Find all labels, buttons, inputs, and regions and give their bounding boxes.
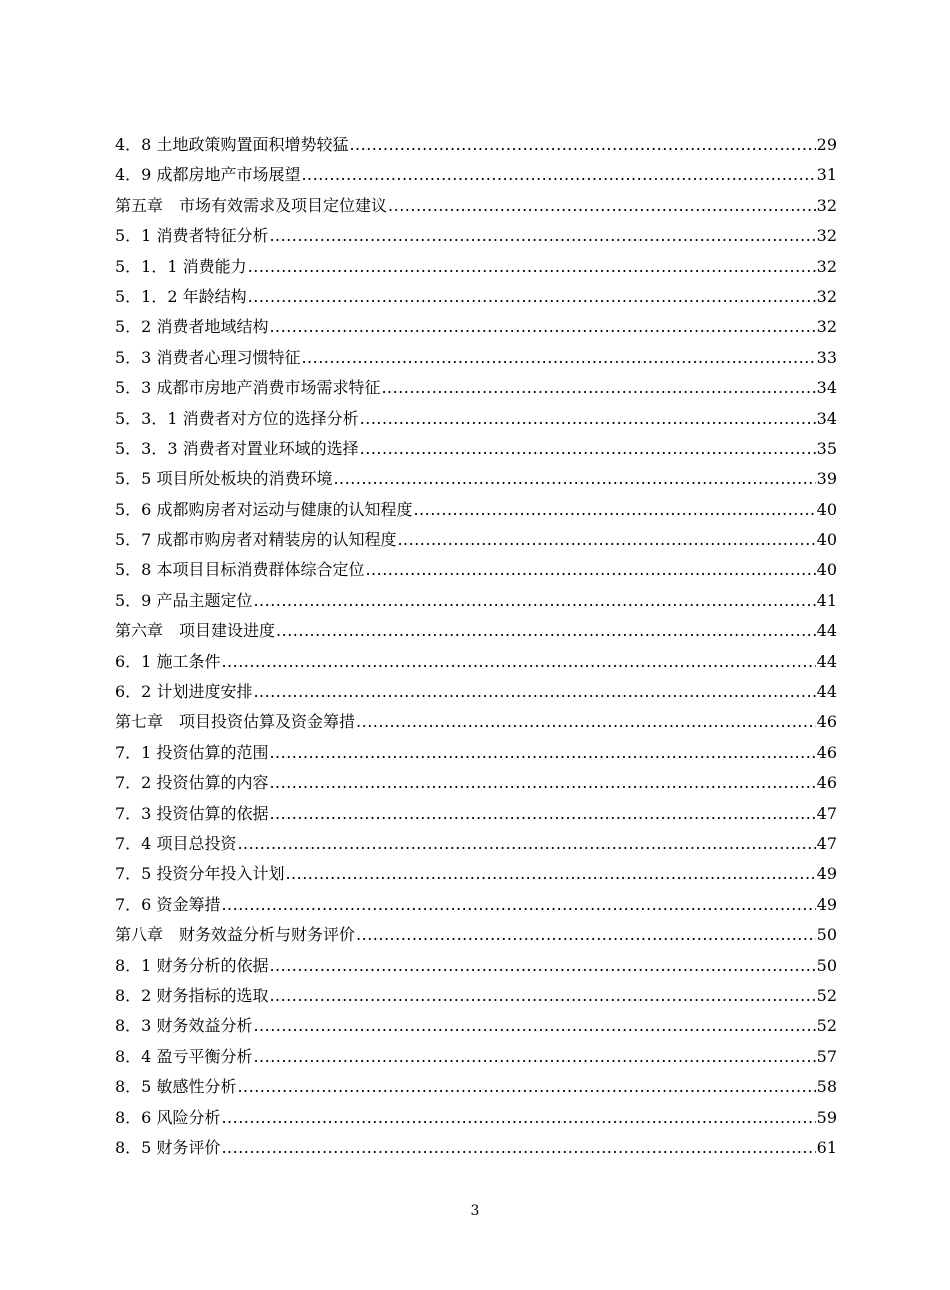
toc-dot-leader bbox=[388, 191, 816, 221]
toc-entry-title: 5．1 消费者特征分析 bbox=[115, 226, 269, 246]
toc-entry-page: 35 bbox=[816, 438, 837, 458]
toc-dot-leader bbox=[360, 434, 816, 464]
toc-entry[interactable] bbox=[115, 768, 837, 798]
toc-dot-leader bbox=[269, 768, 815, 798]
toc-entry-page: 34 bbox=[816, 408, 837, 428]
toc-entry-title: 第五章 市场有效需求及项目定位建议 bbox=[115, 195, 388, 215]
toc-entry-page: 32 bbox=[816, 226, 837, 246]
toc-entry[interactable] bbox=[115, 160, 837, 190]
toc-entry-title: 6．1 施工条件 bbox=[115, 651, 221, 671]
toc-entry-title: 5．6 成都购房者对运动与健康的认知程度 bbox=[115, 499, 413, 519]
toc-dot-leader bbox=[237, 1072, 815, 1102]
toc-entry-title: 5．9 产品主题定位 bbox=[115, 590, 253, 610]
toc-entry[interactable] bbox=[115, 707, 837, 737]
toc-dot-leader bbox=[221, 1103, 815, 1133]
toc-entry-title: 8．1 财务分析的依据 bbox=[115, 955, 269, 975]
toc-entry[interactable] bbox=[115, 434, 837, 464]
toc-entry[interactable] bbox=[115, 404, 837, 434]
toc-entry[interactable] bbox=[115, 920, 837, 950]
toc-dot-leader bbox=[381, 373, 815, 403]
toc-entry-title: 第七章 项目投资估算及资金筹措 bbox=[115, 712, 356, 732]
toc-dot-leader bbox=[413, 495, 815, 525]
toc-entry[interactable] bbox=[115, 586, 837, 616]
toc-entry-title: 8．3 财务效益分析 bbox=[115, 1016, 253, 1036]
toc-entry-title: 5．3 成都市房地产消费市场需求特征 bbox=[115, 378, 381, 398]
toc-entry-page: 32 bbox=[816, 256, 837, 276]
toc-entry-title: 第八章 财务效益分析与财务评价 bbox=[115, 925, 356, 945]
toc-entry-title: 5．7 成都市购房者对精装房的认知程度 bbox=[115, 530, 397, 550]
toc-entry[interactable] bbox=[115, 890, 837, 920]
toc-entry[interactable] bbox=[115, 1011, 837, 1041]
toc-dot-leader bbox=[248, 282, 816, 312]
toc-dot-leader bbox=[276, 616, 816, 646]
toc-entry[interactable] bbox=[115, 647, 837, 677]
toc-entry-title: 第六章 项目建设进度 bbox=[115, 621, 276, 641]
toc-entry[interactable] bbox=[115, 191, 837, 221]
toc-entry[interactable] bbox=[115, 373, 837, 403]
toc-entry-title: 8．5 敏感性分析 bbox=[115, 1077, 237, 1097]
toc-entry-page: 44 bbox=[816, 651, 837, 671]
toc-entry-title: 4．9 成都房地产市场展望 bbox=[115, 165, 301, 185]
toc-entry-title: 8．5 财务评价 bbox=[115, 1137, 221, 1157]
toc-dot-leader bbox=[269, 738, 815, 768]
toc-dot-leader bbox=[237, 829, 815, 859]
toc-dot-leader bbox=[365, 555, 815, 585]
toc-dot-leader bbox=[221, 1133, 815, 1163]
toc-entry-page: 59 bbox=[816, 1107, 837, 1127]
toc-entry[interactable] bbox=[115, 829, 837, 859]
toc-dot-leader bbox=[269, 799, 815, 829]
toc-entry[interactable] bbox=[115, 677, 837, 707]
toc-entry-title: 5．3．3 消费者对置业环域的选择 bbox=[115, 438, 359, 458]
toc-entry[interactable] bbox=[115, 464, 837, 494]
toc-dot-leader bbox=[248, 252, 816, 282]
toc-entry-title: 5．1．1 消费能力 bbox=[115, 256, 247, 276]
toc-entry-page: 34 bbox=[816, 378, 837, 398]
toc-entry-page: 52 bbox=[816, 985, 837, 1005]
toc-entry[interactable] bbox=[115, 130, 837, 160]
toc-entry-page: 33 bbox=[816, 347, 837, 367]
page-number: 3 bbox=[470, 1203, 480, 1219]
toc-entry[interactable] bbox=[115, 1133, 837, 1163]
toc-dot-leader bbox=[221, 890, 815, 920]
toc-entry-page: 39 bbox=[816, 469, 837, 489]
toc-dot-leader bbox=[301, 160, 815, 190]
toc-entry[interactable] bbox=[115, 1103, 837, 1133]
toc-entry-title: 8．4 盈亏平衡分析 bbox=[115, 1046, 253, 1066]
toc-entry-title: 7．4 项目总投资 bbox=[115, 833, 237, 853]
toc-entry-page: 40 bbox=[816, 499, 837, 519]
toc-dot-leader bbox=[285, 859, 815, 889]
toc-entry[interactable] bbox=[115, 495, 837, 525]
toc-entry[interactable] bbox=[115, 221, 837, 251]
toc-entry-title: 5．1．2 年龄结构 bbox=[115, 286, 247, 306]
toc-entry[interactable] bbox=[115, 951, 837, 981]
toc-entry-page: 57 bbox=[816, 1046, 837, 1066]
toc-dot-leader bbox=[253, 1011, 815, 1041]
toc-entry-page: 58 bbox=[816, 1077, 837, 1097]
toc-entry-page: 41 bbox=[816, 590, 837, 610]
toc-entry-page: 46 bbox=[816, 773, 837, 793]
toc-entry[interactable] bbox=[115, 981, 837, 1011]
toc-dot-leader bbox=[253, 586, 815, 616]
toc-entry-title: 7．2 投资估算的内容 bbox=[115, 773, 269, 793]
toc-entry[interactable] bbox=[115, 343, 837, 373]
toc-entry-page: 40 bbox=[816, 560, 837, 580]
toc-entry[interactable] bbox=[115, 312, 837, 342]
toc-dot-leader bbox=[269, 221, 815, 251]
toc-entry-title: 4．8 土地政策购置面积增势较猛 bbox=[115, 135, 349, 154]
toc-entry-page: 49 bbox=[816, 864, 837, 884]
toc-entry-title: 5．3．1 消费者对方位的选择分析 bbox=[115, 408, 359, 428]
toc-dot-leader bbox=[333, 464, 815, 494]
toc-dot-leader bbox=[253, 677, 815, 707]
toc-dot-leader bbox=[253, 1042, 815, 1072]
toc-dot-leader bbox=[221, 647, 815, 677]
toc-dot-leader bbox=[349, 130, 815, 160]
toc-dot-leader bbox=[269, 951, 815, 981]
toc-entry-page: 44 bbox=[816, 682, 837, 702]
toc-entry-title: 7．3 投资估算的依据 bbox=[115, 803, 269, 823]
toc-entry-title: 5．5 项目所处板块的消费环境 bbox=[115, 469, 333, 489]
toc-entry-page: 50 bbox=[816, 955, 837, 975]
toc-entry-title: 8．6 风险分析 bbox=[115, 1107, 221, 1127]
toc-dot-leader bbox=[301, 343, 815, 373]
toc-entry-page: 32 bbox=[816, 317, 837, 337]
toc-entry-title: 7．6 资金筹措 bbox=[115, 894, 221, 914]
toc-entry[interactable] bbox=[115, 282, 837, 312]
toc-entry-page: 44 bbox=[816, 621, 837, 641]
toc-entry[interactable] bbox=[115, 799, 837, 829]
toc-entry-title: 7．1 投资估算的范围 bbox=[115, 742, 269, 762]
toc-entry-page: 47 bbox=[816, 833, 837, 853]
toc-entry-page: 32 bbox=[816, 195, 837, 215]
toc-entry[interactable] bbox=[115, 525, 837, 555]
toc-entry-title: 5．8 本项目目标消费群体综合定位 bbox=[115, 560, 365, 580]
table-of-contents bbox=[115, 130, 837, 1163]
toc-dot-leader bbox=[269, 312, 815, 342]
toc-entry-page: 49 bbox=[816, 894, 837, 914]
toc-dot-leader bbox=[397, 525, 815, 555]
toc-entry-title: 6．2 计划进度安排 bbox=[115, 682, 253, 702]
toc-entry[interactable] bbox=[115, 555, 837, 585]
toc-entry[interactable] bbox=[115, 252, 837, 282]
toc-entry[interactable] bbox=[115, 1072, 837, 1102]
toc-entry-title: 5．3 消费者心理习惯特征 bbox=[115, 347, 301, 367]
toc-entry-page: 46 bbox=[816, 742, 837, 762]
toc-entry-page: 61 bbox=[816, 1137, 837, 1157]
toc-dot-leader bbox=[269, 981, 815, 1011]
toc-dot-leader bbox=[356, 920, 816, 950]
toc-entry-page: 50 bbox=[816, 925, 837, 945]
toc-entry[interactable] bbox=[115, 738, 837, 768]
toc-entry-page: 31 bbox=[816, 165, 837, 185]
toc-entry[interactable] bbox=[115, 1042, 837, 1072]
toc-entry-title: 7．5 投资分年投入计划 bbox=[115, 864, 285, 884]
toc-entry[interactable] bbox=[115, 859, 837, 889]
toc-entry-title: 8．2 财务指标的选取 bbox=[115, 985, 269, 1005]
toc-entry-title: 5．2 消费者地域结构 bbox=[115, 317, 269, 337]
toc-dot-leader bbox=[360, 404, 816, 434]
toc-entry-page: 47 bbox=[816, 803, 837, 823]
toc-entry-page: 32 bbox=[816, 286, 837, 306]
toc-entry-page: 40 bbox=[816, 530, 837, 550]
toc-entry[interactable] bbox=[115, 616, 837, 646]
toc-entry-page: 52 bbox=[816, 1016, 837, 1036]
toc-entry-page: 29 bbox=[816, 135, 837, 154]
toc-entry-page: 46 bbox=[816, 712, 837, 732]
toc-dot-leader bbox=[356, 707, 816, 737]
